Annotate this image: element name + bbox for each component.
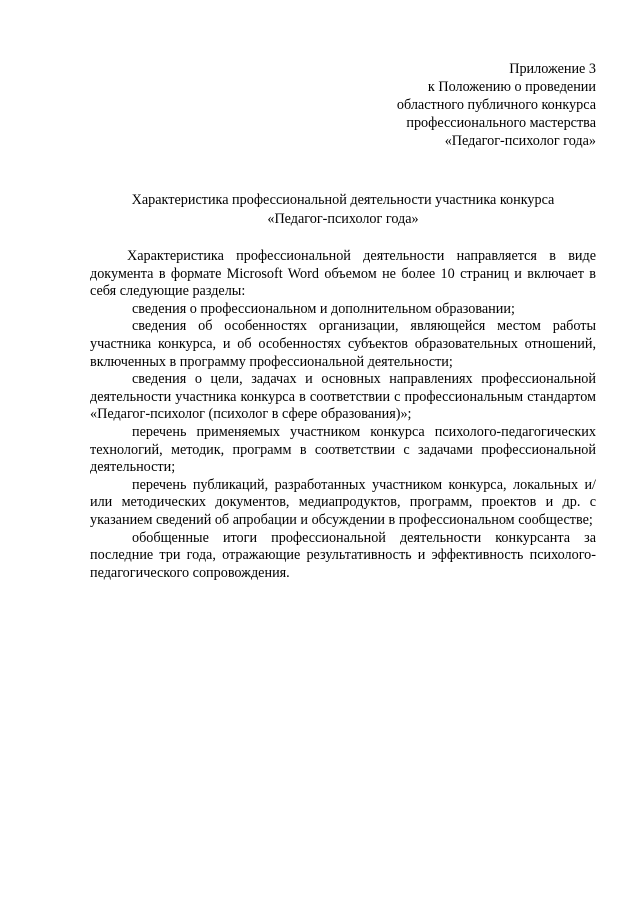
appendix-line: к Положению о проведении: [427, 79, 596, 95]
appendix-line: Приложение 3: [509, 61, 596, 77]
section-item: сведения о цели, задачах и основных направлениях профессиональной деятельности участника конкурса в соответствии с профессиональным стандартом «Педагог-психолог (психолог в сфере образования)»;: [90, 371, 596, 423]
section-item: сведения о профессиональном и дополнительном образовании;: [132, 300, 515, 317]
appendix-header: [90, 60, 596, 150]
intro-paragraph: Характеристика профессиональной деятельности направляется в виде документа в формате Microsoft Word объемом не более 10 страниц и включает в себя следующие разделы:: [90, 248, 596, 300]
section-item: обобщенные итоги профессиональной деятельности конкурсанта за последние три года, отражающие результативность и эффективность психолого-педагогического сопровождения.: [90, 529, 596, 581]
document-body: [90, 248, 596, 582]
appendix-line: «Педагог-психолог года»: [444, 133, 596, 149]
section-item: перечень публикаций, разработанных участником конкурса, локальных и/или методических документов, медиапродуктов, программ, проектов и др. с указанием сведений об апробации и обсуждении в профессиональном сообществе;: [90, 476, 596, 528]
title-line-2: «Педагог-психолог года»: [267, 211, 419, 227]
document-title: [90, 191, 596, 229]
section-item: сведения об особенностях организации, являющейся местом работы участника конкурса, и об особенностях субъектов образовательных отношений, включенных в программу профессиональной деятельности;: [90, 318, 596, 370]
appendix-line: областного публичного конкурса: [396, 97, 596, 113]
section-item: перечень применяемых участником конкурса психолого-педагогических технологий, методик, программ в соответствии с задачами профессиональной деятельности;: [90, 423, 596, 476]
title-line-1: Характеристика профессиональной деятельности участника конкурса: [131, 192, 555, 208]
appendix-line: профессионального мастерства: [406, 115, 596, 131]
